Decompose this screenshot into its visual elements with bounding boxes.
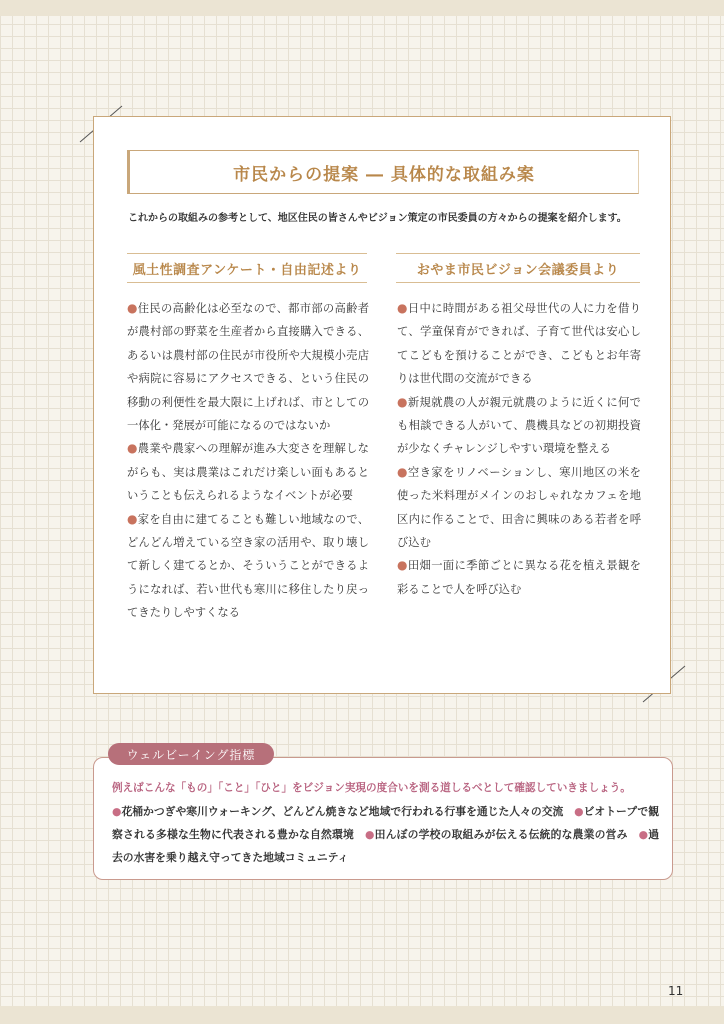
list-item: ●農業や農家への理解が進み大変さを理解しながらも、実は農業はこれだけ楽しい面もあるということも伝えられるようなイベントが必要: [127, 441, 369, 503]
wellbeing-lead: 例えばこんな「もの」「こと」「ひと」をビジョン実現の度合いを測る道しるべとして確認していきましょう。: [112, 782, 631, 794]
list-item: ●住民の高齢化は必至なので、都市部の高齢者が農村部の野菜を生産者から直接購入できる、あるいは農村部の住民が市役所や大規模小売店や病院に容易にアクセスできる、という住民の移動の利便性を最大限に上げれば、市としての一体化・発展が可能になるのではないか: [127, 301, 369, 433]
bullet-dot-icon: ●: [397, 558, 408, 573]
bullet-dot-icon: ●: [127, 441, 138, 456]
wellbeing-item: ビオトープで観察される多様な生物に代表される豊かな自然環境: [112, 805, 659, 841]
wellbeing-item: 花桶かつぎや寒川ウォーキング、どんどん焼きなど地域で行われる行事を通じた人々の交流: [121, 805, 564, 818]
list-item: ●日中に時間がある祖父母世代の人に力を借りて、学童保育ができれば、子育て世代は安心してこどもを預けることができ、こどもとお年寄りは世代間の交流ができる: [397, 301, 641, 386]
right-column-heading: おやま市民ビジョン会議委員より: [396, 253, 640, 283]
bullet-dot-icon: ●: [574, 805, 584, 818]
bottom-band: [0, 1006, 724, 1024]
right-column-list: [397, 297, 641, 601]
title-box: [127, 150, 639, 194]
left-column-heading: 風土性調査アンケート・自由記述より: [127, 253, 367, 283]
wellbeing-item: 田んぼの学校の取組みが伝える伝統的な農業の営み: [374, 828, 628, 841]
panel-title: 市民からの提案 ― 具体的な取組み案: [233, 164, 535, 185]
bullet-dot-icon: ●: [127, 301, 138, 315]
wellbeing-list: [112, 800, 659, 869]
page-number: 11: [668, 984, 684, 998]
wellbeing-item: 過去の水害を乗り越え守ってきた地域コミュニティ: [112, 828, 660, 864]
bullet-dot-icon: ●: [364, 828, 375, 841]
bullet-dot-icon: ●: [638, 828, 649, 841]
list-item: ●空き家をリノベーションし、寒川地区の米を使った米料理がメインのおしゃれなカフェを地区内に作ることで、田舎に興味のある若者を呼び込む: [397, 464, 641, 550]
top-band: [0, 0, 724, 16]
wellbeing-label: ウェルビーイング指標: [108, 743, 274, 765]
bullet-dot-icon: ●: [112, 805, 122, 818]
list-item: ●田畑一面に季節ごとに異なる花を植え景観を彩ることで人を呼び込む: [397, 558, 641, 596]
list-item: ●家を自由に建てることも難しい地域なので、どんどん増えている空き家の活用や、取り壊して新しく建てるとか、そういうことができるようになれば、若い世代も寒川に移住したり戻ってきたりしやすくなる: [127, 511, 369, 620]
list-item: ●新規就農の人が親元就農のように近くに何でも相談できる人がいて、農機具などの初期投資が少なくチャレンジしやすい環境を整える: [397, 394, 641, 456]
bullet-dot-icon: ●: [397, 464, 408, 479]
bullet-dot-icon: ●: [127, 511, 138, 526]
left-column-list: [127, 297, 369, 625]
intro-text: これからの取組みの参考として、地区住民の皆さんやビジョン策定の市民委員の方々からの提案を紹介します。: [128, 213, 627, 224]
bullet-dot-icon: ●: [397, 301, 408, 315]
proposal-panel: [93, 116, 671, 694]
bullet-dot-icon: ●: [397, 394, 408, 409]
